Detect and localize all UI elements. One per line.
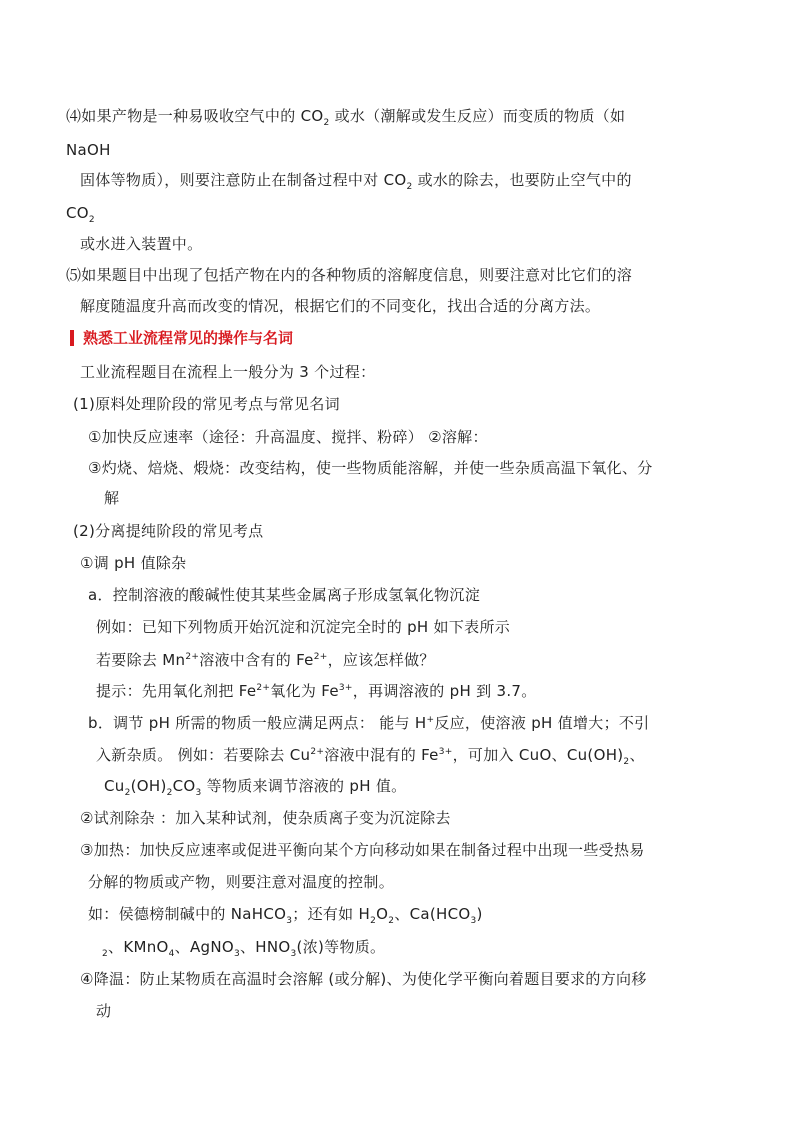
superscript: +: [426, 715, 435, 725]
text-run: (2)分离提纯阶段的常见考点: [73, 522, 264, 540]
text-run: 如：侯德榜制碱中的 NaHCO: [88, 905, 287, 923]
text-run: 固体等物质），则要注意防止在制备过程中对: [80, 171, 384, 189]
subscript: 2: [623, 757, 630, 767]
text-run: 提示：先用氧化剂把 Fe: [96, 682, 257, 700]
subscript: 4: [168, 949, 175, 959]
superscript: 2+: [256, 683, 271, 693]
text-line: [88, 904, 483, 924]
text-line: [96, 1001, 111, 1021]
text-run: 反应，使溶液 pH 值增大；不引: [434, 714, 650, 732]
text-line: [80, 234, 202, 254]
text-line: [80, 840, 645, 860]
subscript: 2: [323, 118, 330, 128]
text-line: [88, 585, 480, 605]
superscript: 2+: [310, 747, 325, 757]
text-run: 溶液中混有的 Fe: [324, 746, 439, 764]
text-run: (浓)等物质。: [296, 938, 386, 956]
subscript: 2: [88, 215, 95, 225]
subscript: 3: [195, 788, 202, 798]
text-run: ，应该怎样做？: [327, 651, 435, 669]
subscript: 2: [124, 788, 131, 798]
text-run: 入新杂质。 例如：若要除去 Cu: [96, 746, 311, 764]
text-run: 或水进入装置中。: [80, 235, 203, 253]
text-line: [96, 745, 645, 765]
section-heading: [70, 328, 293, 348]
text-run: ①调 pH 值除杂: [80, 554, 187, 572]
text-run: ，可加入 CuO、Cu(OH): [452, 746, 624, 764]
text-line: [88, 427, 488, 447]
text-line: [102, 937, 385, 957]
text-line: [88, 872, 394, 892]
text-run: ；还有如 H: [292, 905, 371, 923]
superscript: 3+: [338, 683, 353, 693]
text-line: [88, 713, 649, 733]
text-run: a．控制溶液的酸碱性使其某些金属离子形成氢氧化物沉淀: [88, 586, 480, 604]
text-run: CO: [172, 777, 196, 795]
text-line: [80, 808, 451, 828]
superscript: 2+: [185, 652, 200, 662]
text-run: 工业流程题目在流程上一般分为 3 个过程：: [80, 363, 376, 381]
text-line: [80, 553, 187, 573]
text-run: ⑷如果产物是一种易吸收空气中的: [66, 107, 301, 125]
subscript: 3: [290, 949, 297, 959]
section-heading-text: 熟悉工业流程常见的操作与名词: [83, 329, 294, 347]
subscript: 3: [470, 916, 477, 926]
text-run: 或水（潮解或发生反应）而变质的物质（如: [329, 107, 626, 125]
subscript: 2: [166, 788, 173, 798]
text-line: [80, 296, 600, 316]
text-line: [80, 969, 647, 989]
text-line: [80, 170, 632, 190]
text-run: 或水的除去，也要防止空气中的: [412, 171, 632, 189]
text-run: ③加热：加快反应速率或促进平衡向某个方向移动如果在制备过程中出现一些受热易: [80, 841, 645, 859]
subscript: 2: [388, 916, 395, 926]
text-run: 动: [96, 1002, 112, 1020]
text-run: 溶液中含有的 Fe: [199, 651, 314, 669]
text-run: ，再调溶液的 pH 到 3.7。: [352, 682, 537, 700]
heading-accent-bar: [70, 330, 74, 346]
text-run: ): [476, 905, 483, 923]
text-run: Cu: [104, 777, 125, 795]
text-run: 、Ca(HCO: [394, 905, 471, 923]
text-run: (1)原料处理阶段的常见考点与常见名词: [73, 395, 340, 413]
text-run: 、: [629, 746, 645, 764]
text-run: 例如：已知下列物质开始沉淀和沉淀完全时的 pH 如下表所示: [96, 618, 511, 636]
text-run: 等物质来调节溶液的 pH 值。: [201, 777, 407, 795]
text-line: [66, 140, 111, 160]
text-run: 、KMnO: [108, 938, 169, 956]
text-run: ③灼烧、焙烧、煅烧：改变结构，使一些物质能溶解，并使一些杂质高温下氧化、分: [88, 459, 653, 477]
text-run: 氧化为 Fe: [270, 682, 339, 700]
superscript: 3+: [438, 747, 453, 757]
text-line: [96, 617, 510, 637]
subscript: 2: [102, 949, 109, 959]
text-run: CO: [383, 171, 407, 189]
text-line: [96, 681, 537, 701]
text-line: [88, 458, 653, 478]
text-run: 解度随温度升高而改变的情况，根据它们的不同变化，找出合适的分离方法。: [80, 297, 601, 315]
text-line: [66, 265, 632, 285]
text-run: b．调节 pH 所需的物质一般应满足两点： 能与 H: [88, 714, 427, 732]
text-line: [73, 394, 340, 414]
subscript: 3: [233, 949, 240, 959]
text-line: [96, 650, 435, 670]
text-run: ①加快反应速率（途径：升高温度、搅拌、粉碎） ②溶解：: [88, 428, 488, 446]
text-run: CO: [66, 204, 89, 222]
subscript: 3: [286, 916, 293, 926]
text-run: NaOH: [66, 141, 111, 159]
text-run: 、AgNO: [174, 938, 234, 956]
text-line: [104, 488, 119, 508]
text-run: ②试剂除杂 ：加入某种试剂，使杂质离子变为沉淀除去: [80, 809, 451, 827]
text-line: [73, 521, 263, 541]
text-run: O: [376, 905, 389, 923]
superscript: 2+: [313, 652, 328, 662]
text-line: [66, 106, 625, 126]
text-run: ④降温：防止某物质在高温时会溶解 (或分解)、为使化学平衡向着题目要求的方向移: [80, 970, 647, 988]
text-line: [104, 776, 406, 796]
text-line: [80, 362, 375, 382]
text-run: 分解的物质或产物，则要注意对温度的控制。: [88, 873, 395, 891]
subscript: 2: [370, 916, 377, 926]
text-run: 解: [104, 489, 120, 507]
subscript: 2: [406, 182, 413, 192]
text-line: [66, 203, 95, 223]
text-run: 若要除去 Mn: [96, 651, 186, 669]
text-run: 、HNO: [240, 938, 291, 956]
text-run: ⑸如果题目中出现了包括产物在内的各种物质的溶解度信息，则要注意对比它们的溶: [66, 266, 633, 284]
text-run: CO: [300, 107, 324, 125]
text-run: (OH): [130, 777, 167, 795]
